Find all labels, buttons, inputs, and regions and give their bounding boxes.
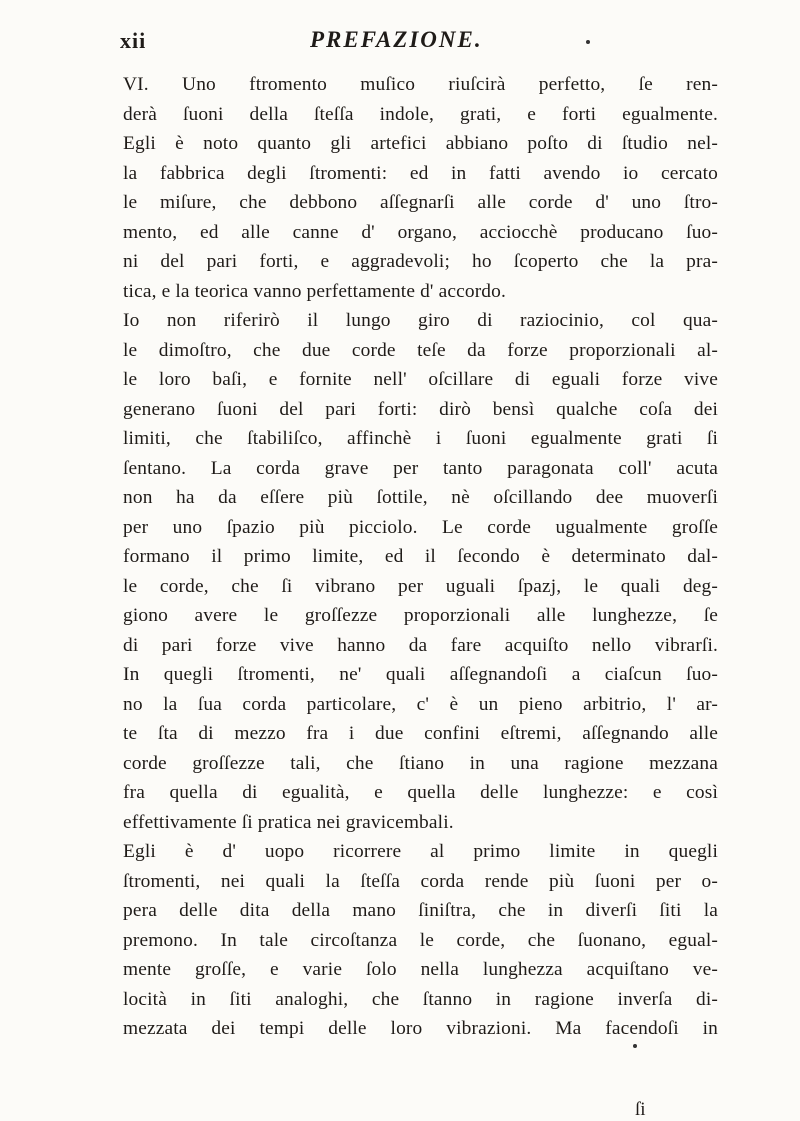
text-line: ni del pari forti, e aggradevoli; ho ſcoperto che la pra- — [123, 251, 718, 272]
text-line: Egli è d' uopo ricorrere al primo limite in quegli — [123, 841, 718, 862]
text-line: premono. In tale circoſtanza le corde, che ſuonano, egual- — [123, 929, 718, 951]
text-line: no la ſua corda particolare, c' è un pieno arbitrio, l' ar- — [123, 693, 718, 715]
text-line: non ha da eſſere più ſottile, nè oſcillando dee muoverſi — [123, 487, 718, 508]
text-line: mente groſſe, e varie ſolo nella lunghezza acquiſtano ve- — [123, 959, 718, 980]
text-line: limiti, che ſtabiliſco, affinchè i ſuoni egualmente grati ſi — [123, 428, 718, 449]
text-line: In quegli ſtromenti, ne' quali aſſegnandoſi a ciaſcun ſuo- — [123, 664, 718, 685]
text-line: fra quella di egualità, e quella delle lunghezze: e così — [123, 782, 718, 803]
text-line: mezzata dei tempi delle loro vibrazioni. Ma facendoſi in — [123, 1018, 718, 1039]
text-line: la fabbrica degli ſtromenti: ed in fatti avendo io cercato — [123, 162, 718, 184]
text-line: ſtromenti, nei quali la ſteſſa corda rende più ſuoni per o- — [123, 870, 718, 892]
text-line: le loro baſi, e fornite nell' oſcillare di eguali forze vive — [123, 369, 718, 390]
text-line: le miſure, che debbono aſſegnarſi alle corde d' uno ſtro- — [123, 192, 718, 213]
text-line: per uno ſpazio più picciolo. Le corde ugualmente groſſe — [123, 516, 718, 538]
text-line: VI. Uno ftromento muſico riuſcirà perfetto, ſe ren- — [123, 74, 718, 95]
text-line: te ſta di mezzo fra i due confini eſtremi, aſſegnando alle — [123, 723, 718, 744]
text-line: giono avere le groſſezze proporzionali alle lunghezze, ſe — [123, 605, 718, 626]
text-line: derà ſuoni della ſteſſa indole, grati, e forti egualmente. — [123, 103, 718, 125]
text-line: tica, e la teorica vanno perfettamente d' accordo. — [123, 280, 506, 302]
text-line: generano ſuoni del pari forti: dirò bensì qualche coſa dei — [123, 398, 718, 420]
print-speck — [633, 1044, 637, 1048]
text-line: Io non riferirò il lungo giro di raziocinio, col qua- — [123, 310, 718, 331]
print-speck — [586, 40, 590, 44]
text-line: ſentano. La corda grave per tanto paragonata coll' acuta — [123, 457, 718, 479]
text-line: mento, ed alle canne d' organo, acciocchè producano ſuo- — [123, 221, 718, 243]
body-text — [123, 70, 718, 1044]
text-line: di pari forze vive hanno da fare acquiſto nello vibrarſi. — [123, 634, 718, 656]
text-line: Egli è noto quanto gli artefici abbiano poſto di ſtudio nel- — [123, 133, 718, 154]
text-line: corde groſſezze tali, che ſtiano in una ragione mezzana — [123, 752, 718, 774]
running-title: PREFAZIONE. — [310, 27, 483, 52]
page-header — [120, 24, 710, 58]
catchword: ſi — [635, 1099, 646, 1120]
text-line: le corde, che ſi vibrano per uguali ſpazj, le quali deg- — [123, 575, 718, 597]
text-line: effettivamente ſi pratica nei gravicembali. — [123, 811, 454, 833]
page-number: xii — [120, 28, 147, 53]
text-line: locità in ſiti analoghi, che ſtanno in ragione inverſa di- — [123, 988, 718, 1010]
text-line: pera delle dita della mano ſiniſtra, che in diverſi ſiti la — [123, 900, 718, 921]
text-line: formano il primo limite, ed il ſecondo è determinato dal- — [123, 546, 718, 567]
text-line: le dimoſtro, che due corde teſe da forze proporzionali al- — [123, 339, 718, 361]
